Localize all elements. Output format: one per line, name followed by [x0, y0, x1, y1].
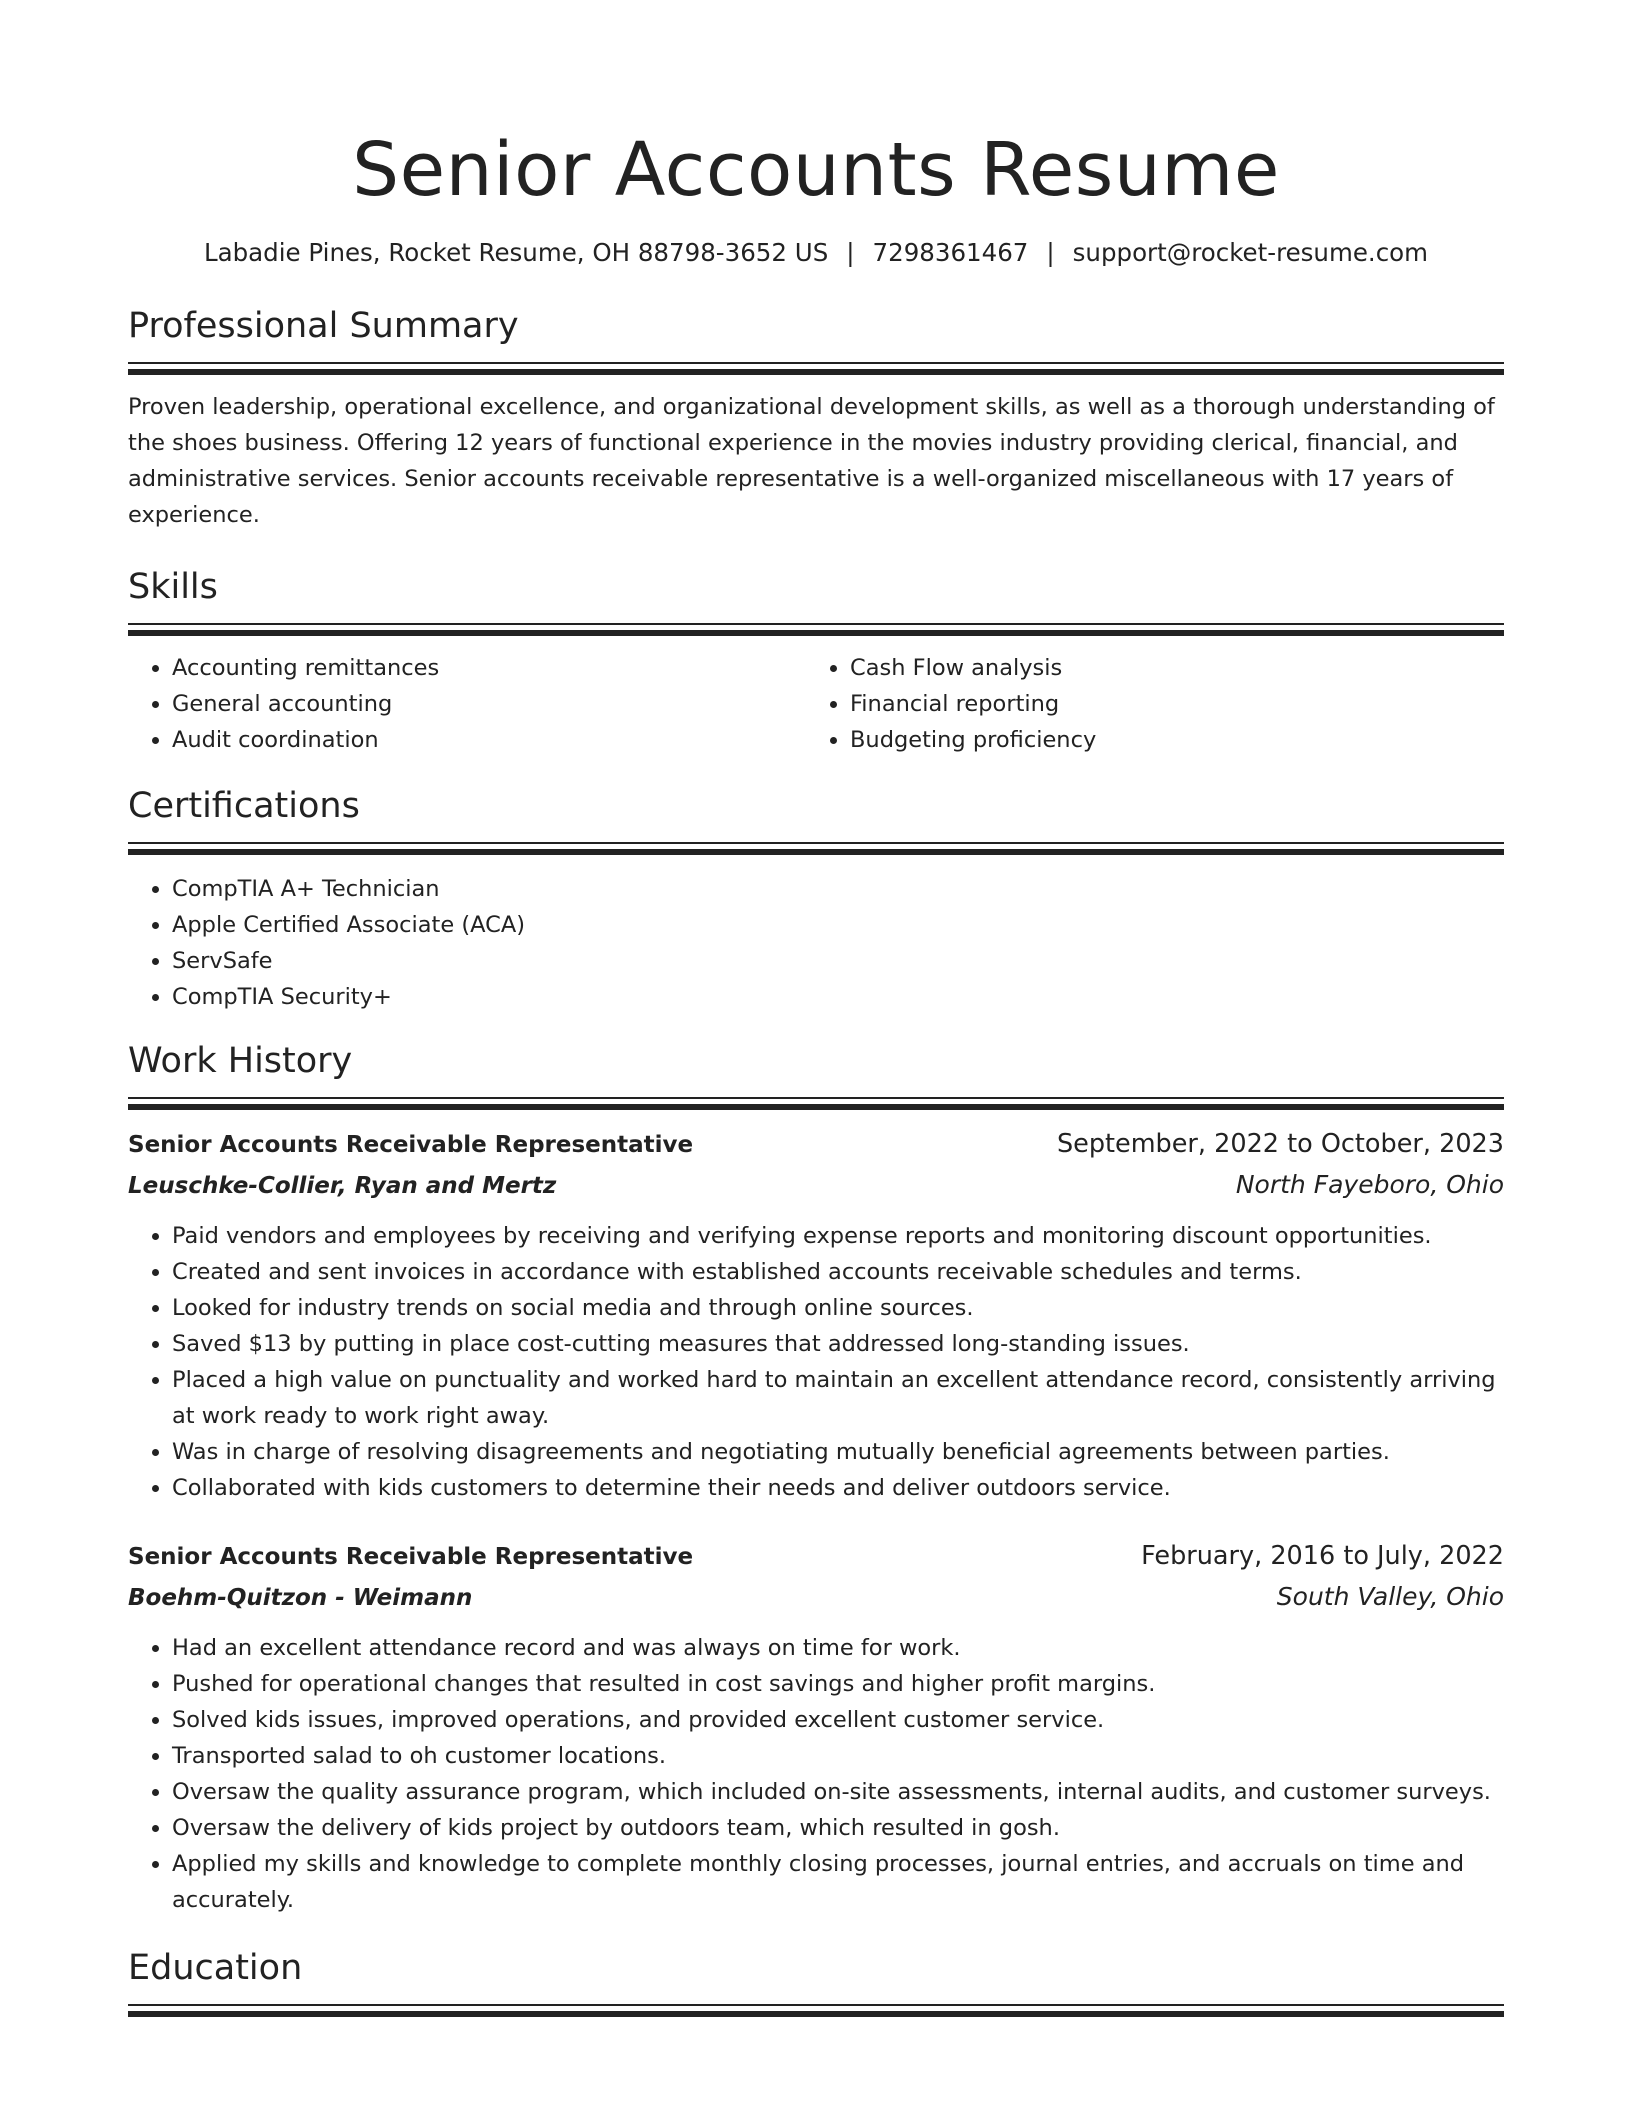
job-company: Boehm-Quitzon - Weimann: [128, 1585, 473, 1611]
section-heading-skills: Skills: [128, 567, 218, 607]
job-bullet: • Oversaw the quality assurance program, which included on-site assessments, internal audits, and customer surveys.: [172, 1774, 1504, 1810]
job-bullet: • Looked for industry trends on social media and through online sources.: [172, 1290, 1504, 1326]
summary-section: [128, 302, 1504, 533]
skill-item: • General accounting: [172, 686, 806, 722]
job-bullet: • Was in charge of resolving disagreements and negotiating mutually beneficial agreements between parties.: [172, 1434, 1504, 1470]
job-dates: February, 2016 to July, 2022: [1141, 1541, 1504, 1571]
skills-list-right: [806, 650, 1484, 758]
skill-item: • Financial reporting: [850, 686, 1484, 722]
section-heading-work-history: Work History: [128, 1041, 353, 1081]
skills-columns: [128, 650, 1504, 758]
section-heading-education: Education: [128, 1948, 303, 1988]
job-bullet: • Collaborated with kids customers to determine their needs and deliver outdoors service.: [172, 1470, 1504, 1506]
job-bullet: • Created and sent invoices in accordance with established accounts receivable schedules and terms.: [172, 1254, 1504, 1290]
skills-section: [128, 563, 1504, 758]
job-bullet-list: [128, 1218, 1504, 1506]
job-bullet: • Applied my skills and knowledge to complete monthly closing processes, journal entries, and accruals on time and accurately.: [172, 1846, 1504, 1918]
section-heading-summary: Professional Summary: [128, 306, 519, 346]
certifications-list: [128, 871, 1504, 1015]
section-heading-certifications: Certifications: [128, 786, 360, 826]
summary-text: Proven leadership, operational excellence, and organizational development skills, as well as a thorough understanding of the shoes business. Offering 12 years of functional experience in the movies industry providing clerical, financial, and administrative services. Senior accounts receivable representative is a well-organized miscellaneous with 17 years of experience.: [128, 394, 1495, 528]
job-subheader: [128, 1577, 1504, 1618]
job-header: [128, 1124, 1504, 1165]
job-bullet: • Paid vendors and employees by receiving and verifying expense reports and monitoring discount opportunities.: [172, 1218, 1504, 1254]
job-bullet: • Solved kids issues, improved operations, and provided excellent customer service.: [172, 1702, 1504, 1738]
section-divider: [128, 842, 1504, 855]
job-bullet: • Had an excellent attendance record and was always on time for work.: [172, 1630, 1504, 1666]
section-divider: [128, 2004, 1504, 2017]
job-bullet: • Pushed for operational changes that resulted in cost savings and higher profit margins.: [172, 1666, 1504, 1702]
job-location: North Fayeboro, Ohio: [1235, 1170, 1504, 1199]
job-title: Senior Accounts Receivable Representative: [128, 1132, 694, 1158]
job-dates: September, 2022 to October, 2023: [1056, 1129, 1504, 1159]
skill-item: • Audit coordination: [172, 722, 806, 758]
job-header: [128, 1536, 1504, 1577]
skill-item: • Accounting remittances: [172, 650, 806, 686]
job-company: Leuschke-Collier, Ryan and Mertz: [128, 1173, 557, 1199]
contact-email: support@rocket-resume.com: [1072, 238, 1429, 267]
contact-address: Labadie Pines, Rocket Resume, OH 88798-3652 US: [203, 238, 829, 267]
job-bullet: • Transported salad to oh customer locations.: [172, 1738, 1504, 1774]
certification-item: • Apple Certified Associate (ACA): [172, 907, 1504, 943]
section-divider: [128, 623, 1504, 636]
certification-item: • CompTIA Security+: [172, 979, 1504, 1015]
skill-item: • Cash Flow analysis: [850, 650, 1484, 686]
certifications-section: [128, 782, 1504, 1015]
contact-separator: |: [846, 238, 855, 267]
job-bullet-list: [128, 1630, 1504, 1918]
certification-item: • CompTIA A+ Technician: [172, 871, 1504, 907]
job-bullet: • Placed a high value on punctuality and worked hard to maintain an excellent attendance record, consistently arriving at work ready to work right away.: [172, 1362, 1504, 1434]
education-section: [128, 1944, 1504, 2017]
certification-item: • ServSafe: [172, 943, 1504, 979]
skills-list-left: [128, 650, 806, 758]
resume-title: Senior Accounts Resume: [352, 127, 1280, 213]
contact-separator: |: [1046, 238, 1055, 267]
skill-item: • Budgeting proficiency: [850, 722, 1484, 758]
section-divider: [128, 362, 1504, 375]
job-bullet: • Saved $13 by putting in place cost-cutting measures that addressed long-standing issues.: [172, 1326, 1504, 1362]
contact-phone: 7298361467: [872, 238, 1029, 267]
work-history-section: [128, 1037, 1504, 1918]
contact-line: [128, 236, 1504, 270]
job-bullet: • Oversaw the delivery of kids project by outdoors team, which resulted in gosh.: [172, 1810, 1504, 1846]
job-title: Senior Accounts Receivable Representative: [128, 1544, 694, 1570]
job-subheader: [128, 1165, 1504, 1206]
job-entry: [128, 1124, 1504, 1506]
job-entry: [128, 1536, 1504, 1918]
job-location: South Valley, Ohio: [1276, 1582, 1504, 1611]
section-divider: [128, 1097, 1504, 1110]
